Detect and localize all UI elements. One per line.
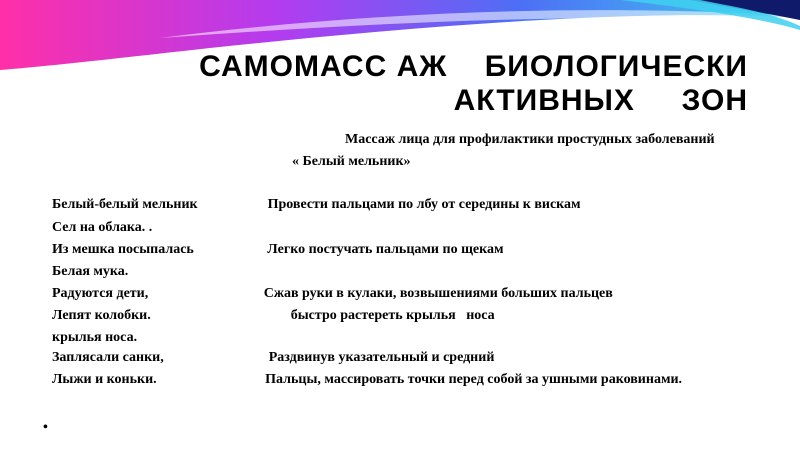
text-line-5: Радуются дети, Сжав руки в кулаки, возвышениями больших пальцев xyxy=(52,286,613,301)
text-line-9: Лыжи и коньки. Пальцы, массировать точки перед собой за ушными раковинами. xyxy=(52,372,683,387)
text-line-1: Белый-белый мельник Провести пальцами по лбу от середины к вискам xyxy=(52,197,581,212)
text-line-3: Из мешка посыпалась Легко постучать пальцами по щекам xyxy=(52,242,504,257)
bullet-point: • xyxy=(43,420,48,435)
text-line-8: Заплясали санки, Раздвинув указательный и средний xyxy=(52,350,495,365)
title-line-2: АКТИВНЫХ ЗОН xyxy=(453,84,748,117)
text-line-4: Белая мука. xyxy=(52,264,129,279)
text-line-2: Сел на облака. . xyxy=(52,220,153,235)
text-line-7: крылья носа. xyxy=(52,330,138,345)
page-title xyxy=(199,50,748,118)
title-line-1: САМОМАСС АЖ БИОЛОГИЧЕСКИ xyxy=(199,50,748,83)
section-subtitle: Массаж лица для профилактики простудных заболеваний xyxy=(345,132,715,147)
text-line-6: Лепят колобки. быстро растереть крылья носа xyxy=(52,308,495,323)
exercise-name: « Белый мельник» xyxy=(292,154,411,169)
